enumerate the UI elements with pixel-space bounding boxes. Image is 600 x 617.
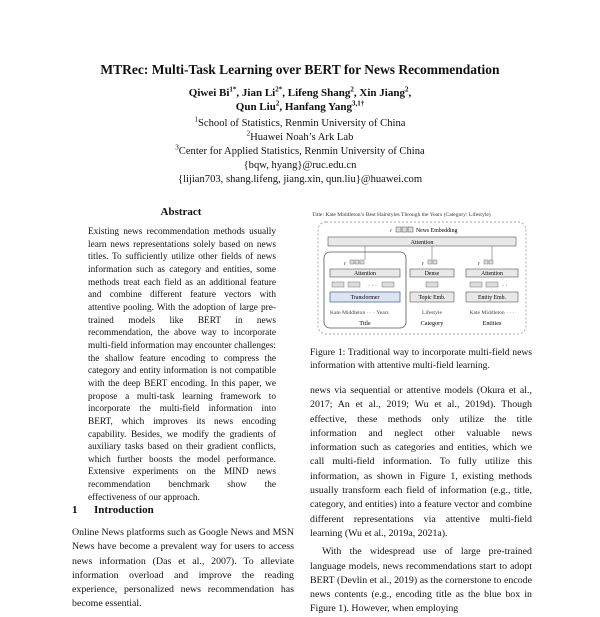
category-vector-label: r — [422, 261, 425, 267]
title-vector-cell-3 — [360, 260, 364, 264]
section-title: Introduction — [94, 504, 154, 516]
category-group-label: Category — [420, 320, 444, 327]
affiliation-1: $^1$School of Statistics, Renmin University of China — [194, 115, 406, 129]
introduction-text: Online News platforms such as Google News and MSN News have become a prevalent way for users to access news information (Das et al., 2007). To alleviate information overload and improve the reading experience, personalized news recommendation has become essential. — [72, 527, 294, 610]
section-number: 1 — [72, 504, 78, 516]
entity-vector-2 — [486, 282, 498, 287]
title-token-vector-1 — [332, 282, 344, 287]
category-vector-cell-1 — [428, 260, 432, 264]
figure-top-label: Title: Kate Middleton’s Best Hairstyles Through the Years (Category: Lifestyle) — [312, 212, 491, 218]
figure-1-diagram — [310, 208, 532, 338]
entities-group-label: Entities — [482, 320, 502, 327]
title-vector-label: r — [344, 261, 347, 267]
authors-line-1: Qiwei $Bi^{1*}$, Jian $Li^{2*}$, Lifeng Shang$^2$, Xin Jiang$^2$, — [188, 85, 412, 99]
affiliation-3: $^3$Center for Applied Statistics, Renmin University of China — [175, 143, 425, 157]
right-paragraph-2: With the widespread use of large pre-trained language models, news recommendations start to adopt BERT (Devlin et al., 2019) as the cornerstone to encode news contents (e.g., encoding title as the blue box in Figure 1). However, when employing — [310, 546, 532, 615]
title-group-box — [324, 252, 406, 328]
title-tokens: Kate Middleton · · · Years — [330, 310, 389, 316]
news-embedding-cell-2 — [402, 227, 407, 232]
entity-vector-cell-2 — [489, 260, 493, 264]
abstract-text: Existing news recommendation methods usually learn news representations solely based on news titles. To sufficiently utilize other fields of news information such as category and entities, some methods treat each field as an additional feature and combine different feature vectors with attentive pooling. With the adoption of large pre-trained models like BERT in news recommendation, the above way to incorporate multi-field information may encounter challenges: the shallow feature encoding to compress the category and entity information is not compatible with the deep BERT encoding. In this paper, we propose a multi-task learning framework to incorporate the multi-field information into BERT, which improves its news encoding capability. Besides, we modify the gradients of auxiliary tasks based on their gradient conflicts, which further boosts the model performance. Extensive experiments on the MIND news recommendation benchmark show the effectiveness of our approach. — [88, 227, 276, 503]
news-embedding-vector-label: r — [390, 228, 393, 234]
entity-ellipsis: · · — [502, 283, 508, 289]
email-line-1: {bqw, hyang}@ruc.edu.cn — [243, 160, 357, 171]
right-column-text — [310, 384, 532, 617]
news-embedding-cell-1 — [396, 227, 401, 232]
transformer-label: Transformer — [350, 295, 380, 301]
section-heading-introduction — [72, 504, 154, 516]
entity-tokens: Kate Middleton · · · — [469, 310, 515, 316]
author-list — [0, 86, 600, 114]
entity-emb-label: Entity Emb. — [477, 295, 507, 301]
paper-title: MTRec: Multi-Task Learning over BERT for News Recommendation — [100, 62, 500, 77]
figure-1-caption: Figure 1: Traditional way to incorporate multi-field news information with attentive multi-field learning. — [310, 347, 532, 371]
title-vector-cell-1 — [350, 260, 354, 264]
entity-vector-label: r — [478, 261, 481, 267]
affiliation-2: $^2$Huawei Noah’s Ark Lab — [246, 129, 354, 143]
category-token: Lifestyle — [422, 310, 442, 316]
abstract-heading: Abstract — [160, 206, 202, 218]
figure-1 — [310, 208, 532, 338]
topic-emb-label: Topic Emb. — [418, 295, 446, 301]
authors-line-2: Qun Liu$^2$, Hanfang Yang$^{3,1\dagger}$ — [235, 99, 365, 113]
title-token-vector-2 — [348, 282, 360, 287]
dense-label: Dense — [424, 271, 440, 277]
entity-vector-1 — [470, 282, 482, 287]
title-ellipsis: · · · — [368, 283, 377, 289]
title-vector-cell-2 — [355, 260, 359, 264]
category-vector-cell-2 — [433, 260, 437, 264]
top-attention-label: Attention — [410, 240, 434, 246]
title-token-vector-3 — [382, 282, 394, 287]
news-embedding-cell-3 — [408, 227, 413, 232]
title-group-label: Title — [359, 320, 371, 327]
news-embedding-label: News Embedding — [416, 228, 458, 234]
entity-vector-cell-1 — [484, 260, 488, 264]
title-attention-label: Attention — [354, 271, 376, 277]
category-vector — [426, 282, 438, 287]
email-line-2: {lijian703, shang.lifeng, jiang.xin, qun.liu}@huawei.com — [177, 174, 423, 185]
right-paragraph-1: news via sequential or attentive models (Okura et al., 2017; An et al., 2019; Wu et al., 2019d). Though effective, these methods only utilize the title information and neglect other valuable news information such as categories and entities, which we call multi-field information. To fully utilize this information, as shown in Figure 1, existing methods usually transform each field of information (e.g., title, category, and entities) into a feature vector and combine different representations via attentive multi-field learning (Wu et al., 2019a, 2021a). — [310, 385, 532, 539]
entity-attention-label: Attention — [481, 271, 503, 277]
